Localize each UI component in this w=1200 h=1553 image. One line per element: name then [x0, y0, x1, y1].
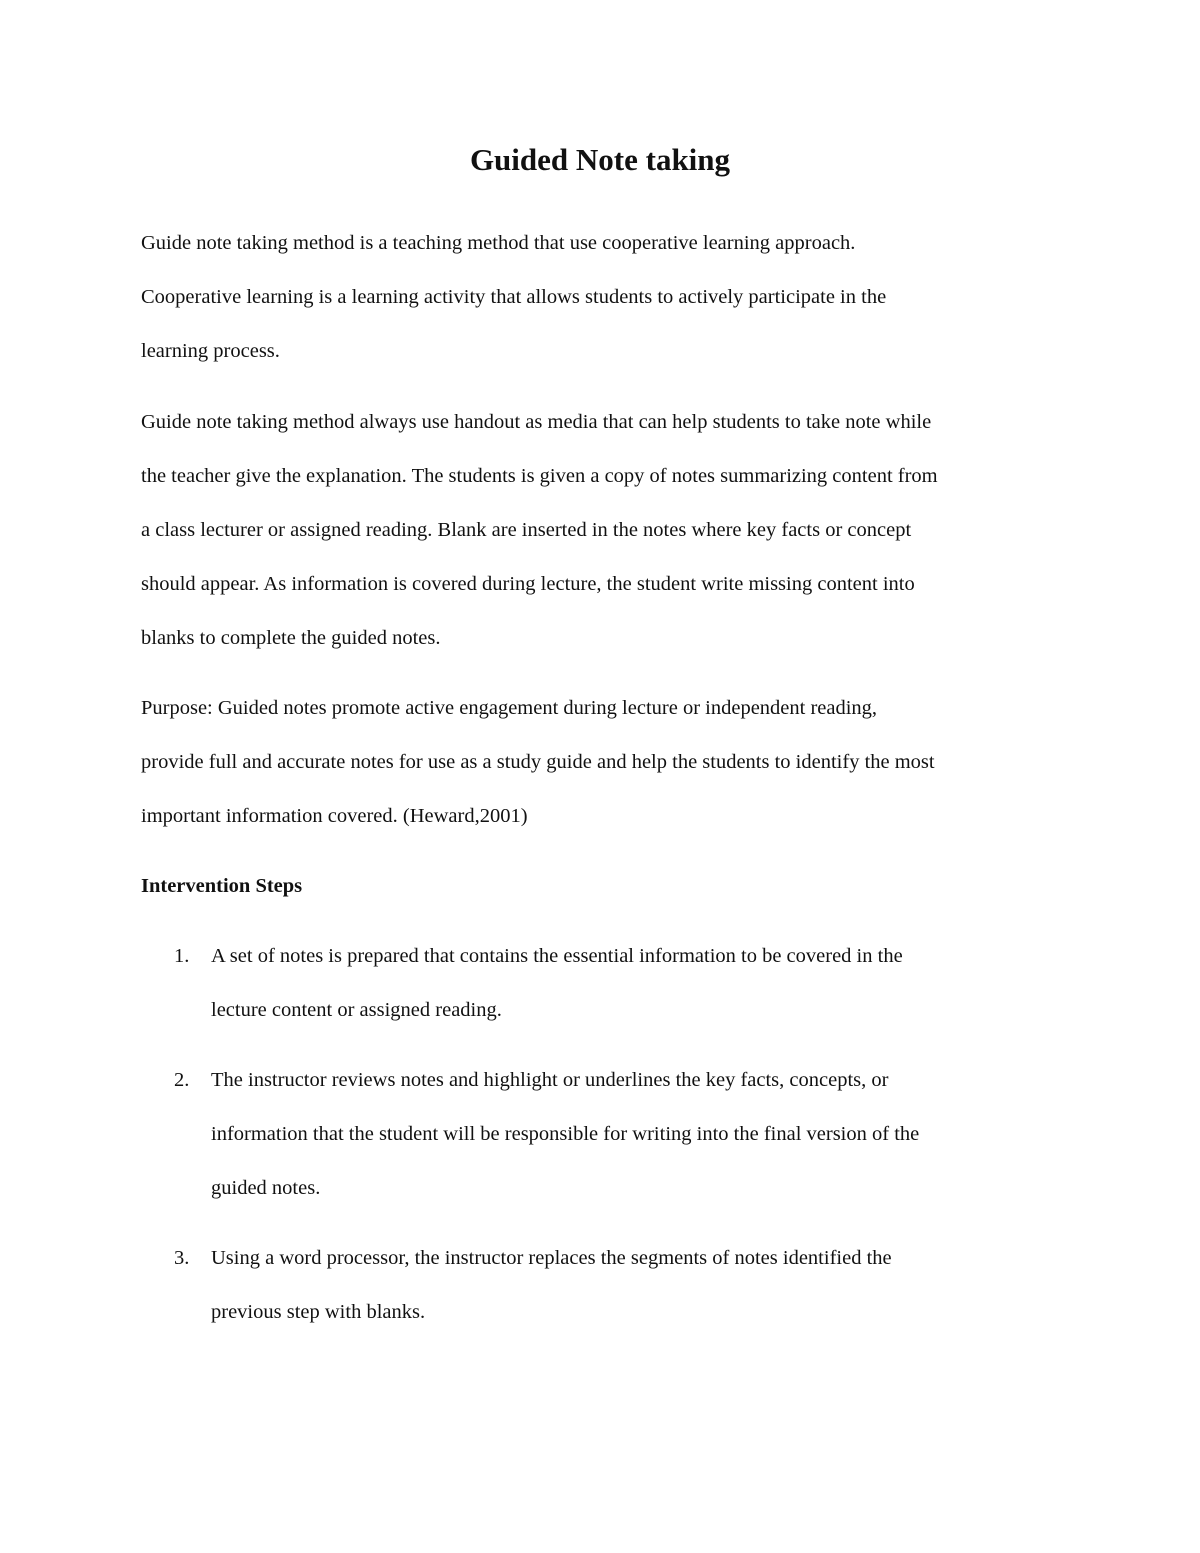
step-3-number: 3. — [174, 1247, 190, 1269]
step-1-line-2: lecture content or assigned reading. — [211, 999, 502, 1021]
steps-heading: Intervention Steps — [141, 875, 303, 897]
paragraph-2-line-3: a class lecturer or assigned reading. Blank are inserted in the notes where key facts or concept — [141, 519, 912, 541]
paragraph-1-line-1: Guide note taking method is a teaching method that use cooperative learning approach. — [141, 232, 856, 254]
step-2-number: 2. — [174, 1069, 190, 1091]
paragraph-3-line-1: Purpose: Guided notes promote active engagement during lecture or independent reading, — [141, 697, 878, 719]
paragraph-2-line-1: Guide note taking method always use handout as media that can help students to take note while — [141, 411, 932, 433]
paragraph-2-line-5: blanks to complete the guided notes. — [141, 627, 441, 649]
paragraph-2-line-4: should appear. As information is covered during lecture, the student write missing content into — [141, 573, 915, 595]
paragraph-3-line-3: important information covered. (Heward,2001) — [141, 805, 528, 827]
step-1-line-1: A set of notes is prepared that contains the essential information to be covered in the — [211, 945, 903, 967]
step-2-line-2: information that the student will be responsible for writing into the final version of the — [211, 1123, 920, 1145]
step-1-number: 1. — [174, 945, 190, 967]
paragraph-1-line-2: Cooperative learning is a learning activity that allows students to actively participate in the — [141, 286, 887, 308]
step-2-line-3: guided notes. — [211, 1177, 321, 1199]
paragraph-3-line-2: provide full and accurate notes for use as a study guide and help the students to identify the most — [141, 751, 935, 773]
step-2-line-1: The instructor reviews notes and highlight or underlines the key facts, concepts, or — [211, 1069, 889, 1091]
paragraph-2-line-2: the teacher give the explanation. The students is given a copy of notes summarizing content from — [141, 465, 938, 487]
paragraph-1-line-3: learning process. — [141, 340, 280, 362]
document-title: Guided Note taking — [469, 142, 731, 177]
step-3-line-1: Using a word processor, the instructor replaces the segments of notes identified the — [211, 1247, 892, 1269]
step-3-line-2: previous step with blanks. — [211, 1301, 426, 1323]
